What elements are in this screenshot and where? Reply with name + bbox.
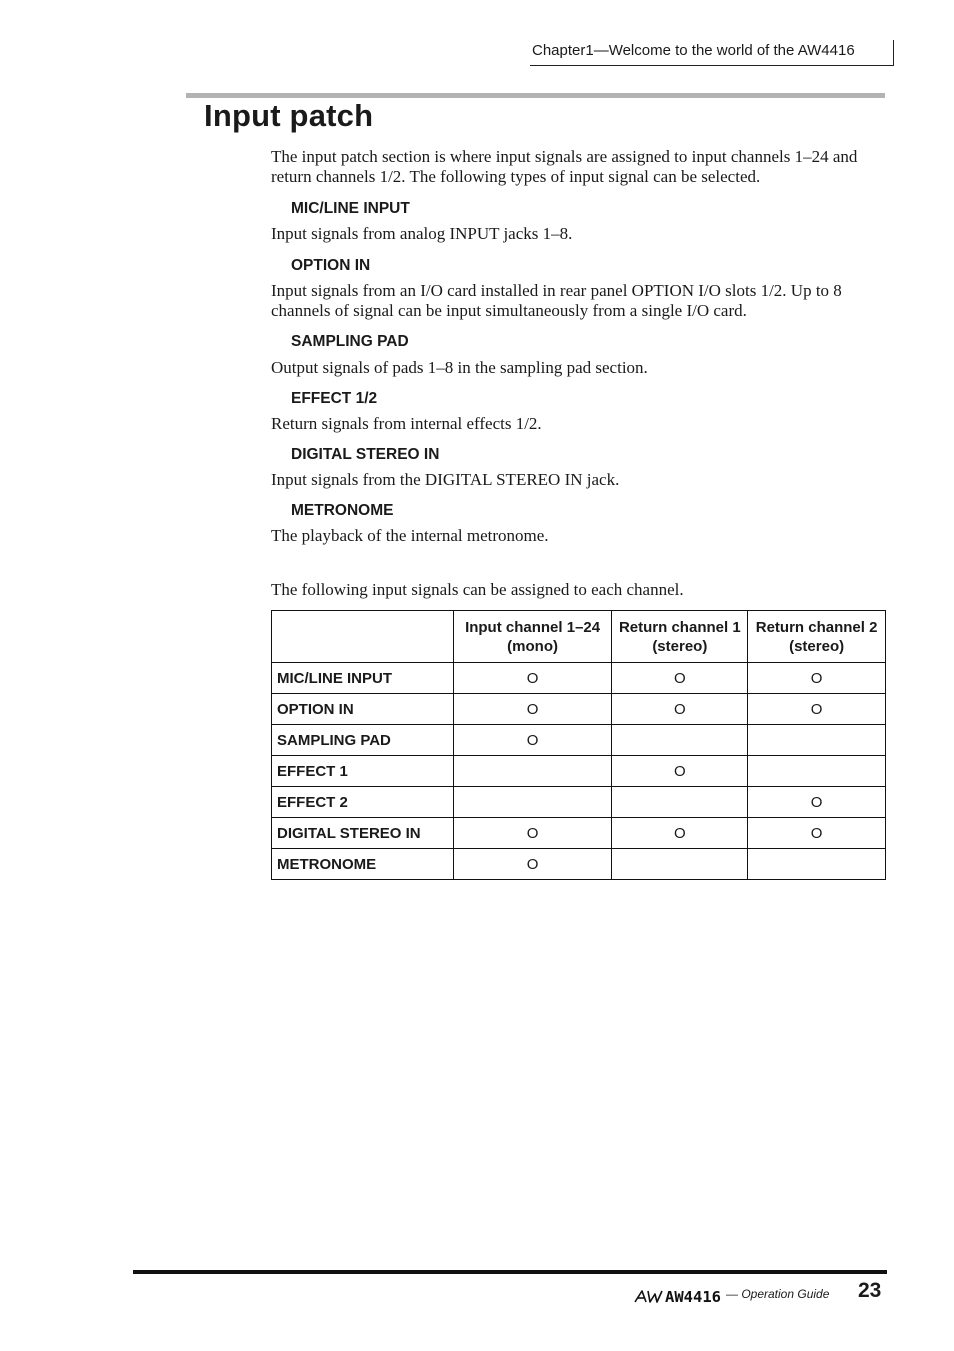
footer-rule	[133, 1270, 887, 1274]
desc-digital-stereo-in: Input signals from the DIGITAL STEREO IN jack.	[271, 470, 620, 489]
chapter-header	[530, 40, 894, 66]
desc-metronome: The playback of the internal metronome.	[271, 526, 549, 545]
input-signal-table	[271, 610, 886, 880]
table-cell: O	[453, 849, 612, 880]
table-row	[272, 849, 886, 880]
table-cell: O	[453, 725, 612, 756]
term-metronome: METRONOME	[291, 502, 394, 519]
table-row	[272, 818, 886, 849]
row-label: OPTION IN	[272, 694, 454, 725]
desc-option-in: Input signals from an I/O card installed in rear panel OPTION I/O slots 1/2. Up to 8 channels of signal can be input simultaneously from a single I/O card.	[271, 281, 842, 320]
chapter-header-text: Chapter1—Welcome to the world of the AW4416	[532, 42, 855, 59]
table-cell: O	[748, 694, 886, 725]
table-cell: O	[612, 694, 748, 725]
desc-sampling-pad: Output signals of pads 1–8 in the sampling pad section.	[271, 358, 648, 377]
table-cell	[748, 849, 886, 880]
column-header: Return channel 1 (stereo)	[612, 611, 748, 663]
table-cell	[748, 725, 886, 756]
column-header: Input channel 1–24 (mono)	[453, 611, 612, 663]
row-label: EFFECT 1	[272, 756, 454, 787]
term-sampling-pad: SAMPLING PAD	[291, 333, 409, 350]
table-row	[272, 694, 886, 725]
table-cell: O	[612, 818, 748, 849]
table-cell: O	[748, 787, 886, 818]
table-cell: O	[612, 756, 748, 787]
table-header-row	[272, 611, 886, 663]
term-mic-line-input: MIC/LINE INPUT	[291, 200, 410, 217]
row-label: DIGITAL STEREO IN	[272, 818, 454, 849]
term-digital-stereo-in: DIGITAL STEREO IN	[291, 446, 440, 463]
page-number: 23	[858, 1279, 882, 1302]
table-cell	[453, 787, 612, 818]
guide-label: — Operation Guide	[726, 1287, 830, 1301]
desc-effect: Return signals from internal effects 1/2.	[271, 414, 542, 433]
term-effect: EFFECT 1/2	[291, 390, 378, 407]
table-cell	[612, 849, 748, 880]
table-cell: O	[453, 818, 612, 849]
table-cell: O	[453, 694, 612, 725]
row-label: EFFECT 2	[272, 787, 454, 818]
table-cell	[453, 756, 612, 787]
table-cell	[612, 787, 748, 818]
table-row	[272, 663, 886, 694]
row-label: MIC/LINE INPUT	[272, 663, 454, 694]
aw4416-logo	[634, 1288, 722, 1304]
table-cell	[612, 725, 748, 756]
page-title: Input patch	[204, 98, 374, 133]
term-option-in: OPTION IN	[291, 257, 371, 274]
intro-paragraph: The input patch section is where input signals are assigned to input channels 1–24 and return channels 1/2. The following types of input signal can be selected.	[271, 147, 858, 186]
table-cell: O	[612, 663, 748, 694]
table-intro: The following input signals can be assigned to each channel.	[271, 580, 684, 599]
column-header: Return channel 2 (stereo)	[748, 611, 886, 663]
column-header	[272, 611, 454, 663]
table-cell	[748, 756, 886, 787]
table-cell: O	[453, 663, 612, 694]
table-row	[272, 787, 886, 818]
table-row	[272, 725, 886, 756]
row-label: SAMPLING PAD	[272, 725, 454, 756]
desc-mic-line-input: Input signals from analog INPUT jacks 1–8.	[271, 224, 573, 243]
row-label: METRONOME	[272, 849, 454, 880]
table-row	[272, 756, 886, 787]
svg-text:AW4416: AW4416	[665, 1288, 721, 1304]
table-cell: O	[748, 663, 886, 694]
table-cell: O	[748, 818, 886, 849]
